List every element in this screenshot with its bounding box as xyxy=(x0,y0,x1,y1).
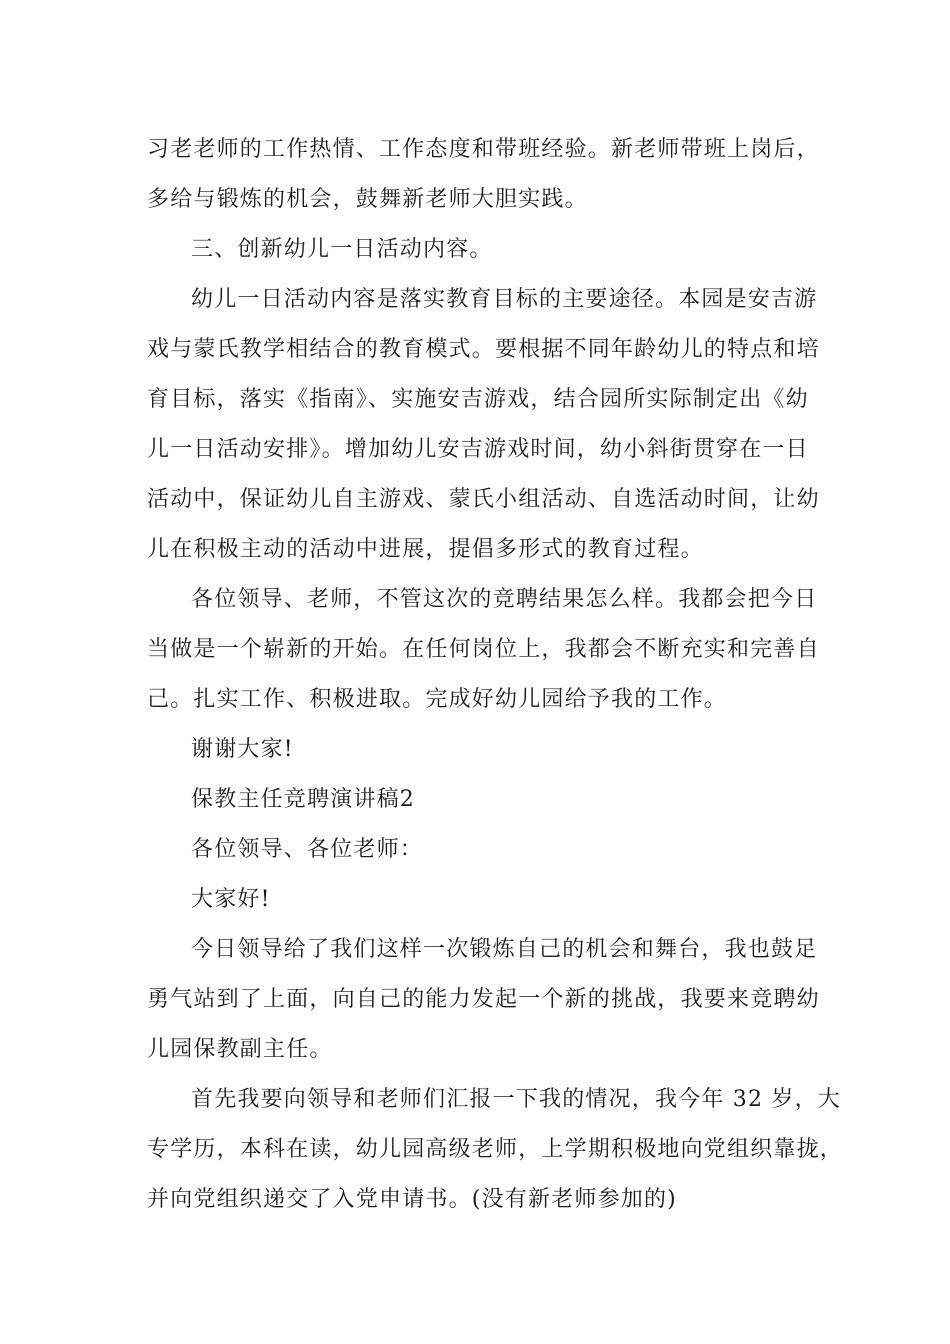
text-line: 己。扎实工作、积极进取。完成好幼儿园给予我的工作。 xyxy=(147,687,728,712)
salutation: 各位领导、各位老师： xyxy=(191,837,424,862)
text-line: 幼儿一日活动内容是落实教育目标的主要途径。本园是安吉游 xyxy=(191,287,818,312)
text-line: 多给与锻炼的机会，鼓舞新老师大胆实践。 xyxy=(147,187,588,212)
text-line: 当做是一个崭新的开始。在任何岗位上，我都会不断充实和完善自 xyxy=(147,637,820,662)
text-line: 各位领导、老师，不管这次的竞聘结果怎么样。我都会把今日 xyxy=(191,587,818,612)
section-heading: 三、创新幼儿一日活动内容。 xyxy=(191,237,493,262)
text-line: 今日领导给了我们这样一次锻炼自己的机会和舞台，我也鼓足 xyxy=(191,937,818,962)
text-line: 活动中，保证幼儿自主游戏、蒙氏小组活动、自选活动时间，让幼 xyxy=(147,487,820,512)
text-line: 儿一日活动安排》。增加幼儿安吉游戏时间，幼小斜街贯穿在一日 xyxy=(147,437,809,462)
text-line: 并向党组织递交了入党申请书。(没有新老师参加的) xyxy=(147,1187,677,1212)
greeting: 大家好! xyxy=(191,887,271,912)
text-line: 育目标，落实《指南》、实施安吉游戏，结合园所实际制定出《幼 xyxy=(147,387,809,412)
text-line: 儿园保教副主任。 xyxy=(147,1037,333,1062)
text-line: 谢谢大家! xyxy=(191,737,294,762)
text-line: 习老老师的工作热情、工作态度和带班经验。新老师带班上岗后， xyxy=(147,137,820,162)
document-title: 保教主任竞聘演讲稿2 xyxy=(191,787,415,812)
text-line: 戏与蒙氏教学相结合的教育模式。要根据不同年龄幼儿的特点和培 xyxy=(147,337,820,362)
text-line: 勇气站到了上面，向自己的能力发起一个新的挑战，我要来竞聘幼 xyxy=(147,987,820,1012)
text-line: 专学历，本科在读，幼儿园高级老师，上学期积极地向党组织靠拢， xyxy=(147,1137,844,1162)
text-line: 首先我要向领导和老师们汇报一下我的情况，我今年 32 岁，大 xyxy=(191,1087,841,1112)
text-line: 儿在积极主动的活动中进展，提倡多形式的教育过程。 xyxy=(147,537,704,562)
